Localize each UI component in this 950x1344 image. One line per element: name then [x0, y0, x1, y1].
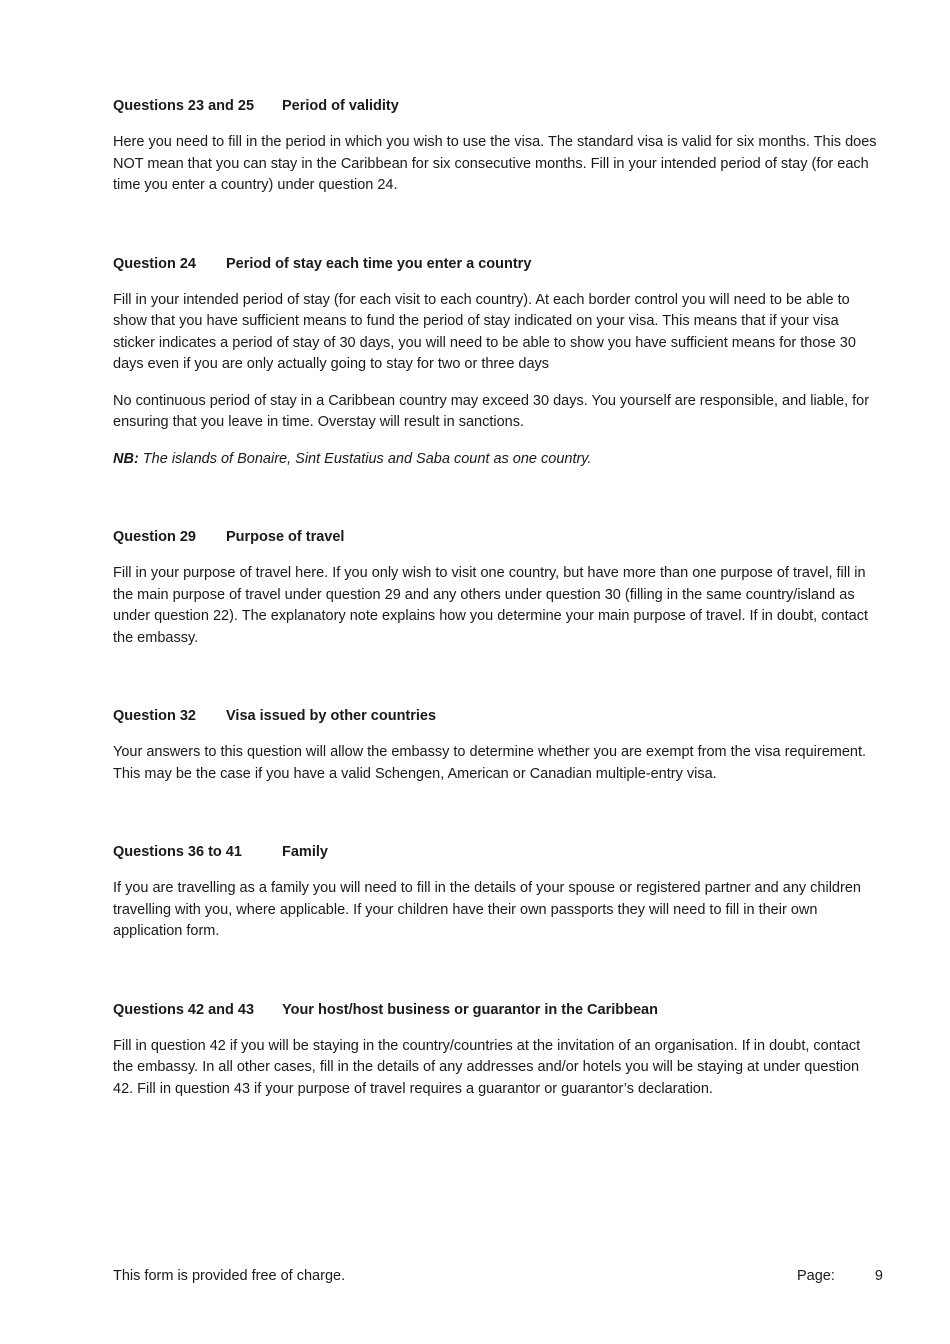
section-visa-other-countries — [113, 706, 883, 785]
section-period-of-validity — [113, 96, 883, 197]
question-number: Question 29 — [113, 529, 196, 545]
question-number: Question 32 — [113, 708, 196, 724]
section-heading — [113, 96, 883, 116]
section-title: Visa issued by other countries — [226, 708, 437, 724]
section-host-guarantor — [113, 1000, 883, 1101]
section-title: Your host/host business or guarantor in the Caribbean — [282, 1001, 658, 1018]
paragraph: No continuous period of stay in a Caribbean country may exceed 30 days. You yourself are responsible, and liable, for ensuring that you leave in time. Overstay will result in sanctions. — [113, 392, 870, 430]
note-text: The islands of Bonaire, Sint Eustatius and Saba count as one country. — [138, 450, 592, 467]
paragraph: Fill in question 42 if you will be staying in the country/countries at the invitation of an organisation. If in doubt, contact the embassy. In all other cases, fill in the details of any addresses and/or hotels you will be staying at under question 42. Fill in question 43 if your purpose of travel requires a guarantor or guarantor’s declaration. — [113, 1037, 861, 1097]
question-number: Questions 42 and 43 — [113, 1001, 255, 1018]
page-number: 9 — [874, 1268, 883, 1284]
section-heading — [113, 706, 883, 726]
paragraph: Your answers to this question will allow the embassy to determine whether you are exempt from the visa requirement. This may be the case if you have a valid Schengen, American or Canadian multiple-entry visa. — [113, 744, 867, 782]
section-period-of-stay — [113, 254, 883, 471]
paragraph: Here you need to fill in the period in which you wish to use the visa. The standard visa is valid for six months. This does NOT mean that you can stay in the Caribbean for six consecutive months. Fill in your intended period of stay (for each time you enter a country) under question 24. — [113, 134, 877, 193]
page-label: Page: — [797, 1268, 835, 1284]
note — [113, 449, 883, 471]
question-number: Question 24 — [113, 255, 196, 272]
footer-notice: This form is provided free of charge. — [113, 1268, 346, 1284]
section-title: Purpose of travel — [226, 529, 345, 545]
section-title: Period of validity — [282, 98, 399, 114]
section-heading — [113, 842, 883, 862]
section-title: Period of stay each time you enter a country — [226, 255, 532, 272]
section-purpose-of-travel — [113, 527, 883, 649]
question-number: Questions 23 and 25 — [113, 98, 255, 114]
paragraph: Fill in your purpose of travel here. If you only wish to visit one country, but have more than one purpose of travel, fill in the main purpose of travel under question 29 and any others under question 30 (filling in the same country/island as under question 22). The explanatory note explains how you determine your main purpose of travel. If in doubt, contact the embassy. — [113, 565, 868, 646]
section-heading — [113, 254, 883, 274]
paragraph: If you are travelling as a family you will need to fill in the details of your spouse or registered partner and any children travelling with you, where applicable. If your children have their own passports they will need to fill in their own application form. — [113, 880, 861, 939]
document-body — [113, 96, 883, 1157]
section-family — [113, 842, 883, 943]
question-number: Questions 36 to 41 — [113, 844, 242, 860]
section-heading — [113, 1000, 883, 1020]
section-heading — [113, 527, 883, 547]
section-title: Family — [282, 844, 328, 860]
paragraph: Fill in your intended period of stay (for each visit to each country). At each border control you will need to be able to show that you have sufficient means to fund the period of stay indicated on your visa. This means that if your visa sticker indicates a period of stay of 30 days, you will need to be able to show you have sufficient means for those 30 days even if you are only actually going to stay for two or three days — [113, 291, 856, 372]
note-label: NB: — [113, 450, 139, 467]
